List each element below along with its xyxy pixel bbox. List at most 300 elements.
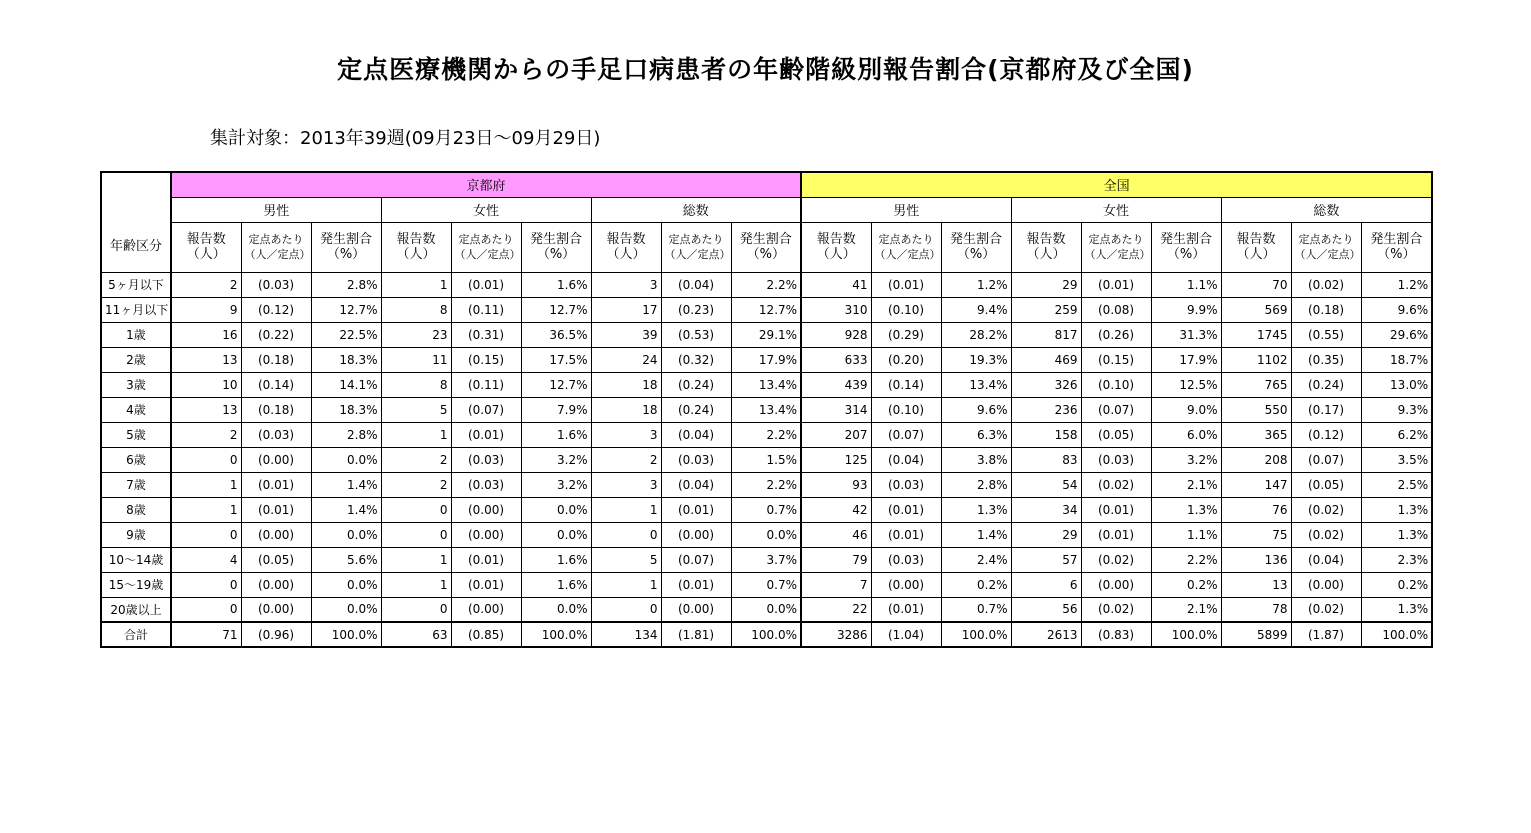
column-header-line-1: 報告数 [816, 232, 856, 247]
zenkoku-female-per-sentinel-cell: (0.00) [1081, 572, 1151, 597]
zenkoku-male-percent-cell: 1.4% [941, 522, 1011, 547]
zenkoku-total-count-cell: 70 [1221, 272, 1291, 297]
zenkoku-male-percent-cell: 100.0% [941, 622, 1011, 647]
column-header-line-1: 定点あたり [1088, 233, 1144, 246]
kyoto-male-count-cell: 2 [171, 272, 241, 297]
kyoto-male-count-cell: 13 [171, 347, 241, 372]
column-header-count [1221, 222, 1291, 272]
table-row [101, 297, 1432, 322]
zenkoku-male-percent-cell: 28.2% [941, 322, 1011, 347]
age-group-cell: 8歳 [101, 497, 171, 522]
age-group-cell: 5歳 [101, 422, 171, 447]
zenkoku-total-count-cell: 765 [1221, 372, 1291, 397]
table-row [101, 472, 1432, 497]
zenkoku-female-count-cell: 29 [1011, 272, 1081, 297]
kyoto-total-per-sentinel-cell: (0.00) [661, 522, 731, 547]
kyoto-female-percent-cell: 1.6% [521, 272, 591, 297]
zenkoku-female-percent-cell: 2.1% [1151, 472, 1221, 497]
kyoto-total-count-cell: 24 [591, 347, 661, 372]
kyoto-male-percent-cell: 0.0% [311, 597, 381, 622]
kyoto-total-percent-cell: 2.2% [731, 472, 801, 497]
zenkoku-male-per-sentinel-cell: (0.10) [871, 397, 941, 422]
zenkoku-male-per-sentinel-cell: (0.29) [871, 322, 941, 347]
column-header-line-1: 報告数 [396, 232, 436, 247]
kyoto-female-percent-cell: 1.6% [521, 547, 591, 572]
kyoto-male-per-sentinel-cell: (0.03) [241, 272, 311, 297]
age-group-cell: 7歳 [101, 472, 171, 497]
zenkoku-female-count-cell: 2613 [1011, 622, 1081, 647]
kyoto-female-per-sentinel-cell: (0.07) [451, 397, 521, 422]
kyoto-total-per-sentinel-cell: (0.23) [661, 297, 731, 322]
kyoto-female-per-sentinel-cell: (0.00) [451, 522, 521, 547]
kyoto-female-percent-cell: 0.0% [521, 597, 591, 622]
zenkoku-female-count-cell: 259 [1011, 297, 1081, 322]
zenkoku-total-per-sentinel-cell: (0.07) [1291, 447, 1361, 472]
kyoto-female-per-sentinel-cell: (0.01) [451, 422, 521, 447]
zenkoku-total-percent-cell: 100.0% [1361, 622, 1432, 647]
kyoto-total-count-cell: 0 [591, 522, 661, 547]
zenkoku-total-percent-cell: 1.2% [1361, 272, 1432, 297]
zenkoku-male-per-sentinel-cell: (0.01) [871, 597, 941, 622]
kyoto-female-count-cell: 11 [381, 347, 451, 372]
kyoto-total-count-cell: 5 [591, 547, 661, 572]
kyoto-male-percent-cell: 18.3% [311, 347, 381, 372]
kyoto-male-count-cell: 0 [171, 572, 241, 597]
zenkoku-total-count-cell: 208 [1221, 447, 1291, 472]
kyoto-female-percent-cell: 3.2% [521, 472, 591, 497]
table-row [101, 547, 1432, 572]
kyoto-female-per-sentinel-cell: (0.15) [451, 347, 521, 372]
table-row [101, 597, 1432, 622]
age-group-cell: 5ヶ月以下 [101, 272, 171, 297]
column-header-line-1: 報告数 [606, 232, 646, 247]
kyoto-total-count-cell: 3 [591, 272, 661, 297]
kyoto-female-count-cell: 1 [381, 547, 451, 572]
zenkoku-male-per-sentinel-cell: (0.01) [871, 522, 941, 547]
kyoto-female-count-cell: 8 [381, 297, 451, 322]
column-header-line-1: 発生割合 [319, 232, 372, 247]
column-header-line-1: 報告数 [186, 232, 226, 247]
age-distribution-table [100, 171, 1433, 648]
zenkoku-female-percent-cell: 17.9% [1151, 347, 1221, 372]
column-header-line-2: （人） [1026, 247, 1066, 262]
kyoto-female-header: 女性 [381, 197, 591, 222]
zenkoku-female-percent-cell: 1.1% [1151, 522, 1221, 547]
zenkoku-female-percent-cell: 31.3% [1151, 322, 1221, 347]
report-period: 集計対象：2013年39週(09月23日～09月29日) [210, 128, 601, 149]
zenkoku-total-percent-cell: 1.3% [1361, 597, 1432, 622]
column-header-line-1: 定点あたり [1298, 233, 1354, 246]
kyoto-total-percent-cell: 12.7% [731, 297, 801, 322]
kyoto-male-count-cell: 10 [171, 372, 241, 397]
kyoto-male-count-cell: 0 [171, 447, 241, 472]
zenkoku-male-per-sentinel-cell: (0.03) [871, 472, 941, 497]
zenkoku-male-count-cell: 207 [801, 422, 871, 447]
age-group-cell: 20歳以上 [101, 597, 171, 622]
zenkoku-total-per-sentinel-cell: (0.02) [1291, 497, 1361, 522]
zenkoku-female-count-cell: 326 [1011, 372, 1081, 397]
zenkoku-female-percent-cell: 100.0% [1151, 622, 1221, 647]
kyoto-male-per-sentinel-cell: (0.05) [241, 547, 311, 572]
zenkoku-male-per-sentinel-cell: (1.04) [871, 622, 941, 647]
column-header-line-2: （人／定点） [1084, 248, 1151, 261]
zenkoku-male-count-cell: 314 [801, 397, 871, 422]
table-row [101, 272, 1432, 297]
zenkoku-female-per-sentinel-cell: (0.26) [1081, 322, 1151, 347]
kyoto-male-percent-cell: 14.1% [311, 372, 381, 397]
kyoto-male-percent-cell: 100.0% [311, 622, 381, 647]
column-header-count [381, 222, 451, 272]
zenkoku-female-count-cell: 236 [1011, 397, 1081, 422]
table-row [101, 397, 1432, 422]
zenkoku-male-count-cell: 22 [801, 597, 871, 622]
zenkoku-female-per-sentinel-cell: (0.15) [1081, 347, 1151, 372]
kyoto-male-count-cell: 71 [171, 622, 241, 647]
column-header-line-2: （人／定点） [874, 248, 941, 261]
column-header-percent [731, 222, 801, 272]
zenkoku-female-percent-cell: 2.2% [1151, 547, 1221, 572]
zenkoku-total-count-cell: 550 [1221, 397, 1291, 422]
kyoto-total-per-sentinel-cell: (0.24) [661, 372, 731, 397]
kyoto-female-count-cell: 1 [381, 572, 451, 597]
kyoto-male-count-cell: 1 [171, 472, 241, 497]
zenkoku-female-per-sentinel-cell: (0.01) [1081, 272, 1151, 297]
kyoto-male-count-cell: 13 [171, 397, 241, 422]
kyoto-female-count-cell: 1 [381, 272, 451, 297]
column-header-line-2: （%） [326, 247, 366, 262]
zenkoku-female-per-sentinel-cell: (0.01) [1081, 497, 1151, 522]
column-header-line-1: 発生割合 [1160, 232, 1213, 247]
zenkoku-female-per-sentinel-cell: (0.02) [1081, 597, 1151, 622]
column-header-percent [1151, 222, 1221, 272]
kyoto-male-per-sentinel-cell: (0.18) [241, 397, 311, 422]
kyoto-total-count-cell: 3 [591, 472, 661, 497]
column-header-line-2: （%） [1166, 247, 1206, 262]
zenkoku-male-percent-cell: 3.8% [941, 447, 1011, 472]
column-header-line-2: （人） [396, 247, 436, 262]
zenkoku-male-count-cell: 7 [801, 572, 871, 597]
zenkoku-total-percent-cell: 9.6% [1361, 297, 1432, 322]
column-header-per-sentinel [1291, 222, 1361, 272]
kyoto-male-per-sentinel-cell: (0.01) [241, 497, 311, 522]
kyoto-male-percent-cell: 22.5% [311, 322, 381, 347]
zenkoku-female-count-cell: 469 [1011, 347, 1081, 372]
zenkoku-total-per-sentinel-cell: (0.17) [1291, 397, 1361, 422]
kyoto-female-per-sentinel-cell: (0.11) [451, 372, 521, 397]
kyoto-total-per-sentinel-cell: (0.04) [661, 272, 731, 297]
column-header-line-2: （人） [186, 247, 226, 262]
zenkoku-total-percent-cell: 1.3% [1361, 497, 1432, 522]
kyoto-male-percent-cell: 2.8% [311, 272, 381, 297]
column-header-per-sentinel [871, 222, 941, 272]
table-row [101, 622, 1432, 647]
age-group-cell: 15～19歳 [101, 572, 171, 597]
column-header-line-1: 発生割合 [950, 232, 1003, 247]
kyoto-total-percent-cell: 0.7% [731, 572, 801, 597]
column-header-per-sentinel [1081, 222, 1151, 272]
zenkoku-female-count-cell: 34 [1011, 497, 1081, 522]
kyoto-female-percent-cell: 7.9% [521, 397, 591, 422]
zenkoku-total-percent-cell: 3.5% [1361, 447, 1432, 472]
zenkoku-male-percent-cell: 0.2% [941, 572, 1011, 597]
column-header-line-1: 報告数 [1236, 232, 1276, 247]
column-header-percent [941, 222, 1011, 272]
kyoto-male-header: 男性 [171, 197, 381, 222]
column-header-percent [521, 222, 591, 272]
kyoto-total-per-sentinel-cell: (0.01) [661, 497, 731, 522]
zenkoku-total-count-cell: 5899 [1221, 622, 1291, 647]
zenkoku-male-percent-cell: 2.8% [941, 472, 1011, 497]
zenkoku-male-count-cell: 439 [801, 372, 871, 397]
column-header-line-2: （%） [536, 247, 576, 262]
kyoto-male-percent-cell: 0.0% [311, 447, 381, 472]
kyoto-total-per-sentinel-cell: (0.03) [661, 447, 731, 472]
zenkoku-total-count-cell: 1102 [1221, 347, 1291, 372]
kyoto-total-count-cell: 39 [591, 322, 661, 347]
kyoto-female-count-cell: 0 [381, 497, 451, 522]
kyoto-female-per-sentinel-cell: (0.01) [451, 572, 521, 597]
kyoto-female-percent-cell: 1.6% [521, 572, 591, 597]
zenkoku-female-percent-cell: 1.1% [1151, 272, 1221, 297]
kyoto-female-percent-cell: 12.7% [521, 372, 591, 397]
kyoto-total-per-sentinel-cell: (0.32) [661, 347, 731, 372]
zenkoku-total-count-cell: 75 [1221, 522, 1291, 547]
zenkoku-male-per-sentinel-cell: (0.03) [871, 547, 941, 572]
column-header-percent [311, 222, 381, 272]
kyoto-female-percent-cell: 0.0% [521, 522, 591, 547]
kyoto-total-header: 総数 [591, 197, 801, 222]
zenkoku-total-per-sentinel-cell: (1.87) [1291, 622, 1361, 647]
kyoto-female-percent-cell: 3.2% [521, 447, 591, 472]
zenkoku-female-count-cell: 158 [1011, 422, 1081, 447]
kyoto-male-percent-cell: 18.3% [311, 397, 381, 422]
kyoto-male-percent-cell: 1.4% [311, 472, 381, 497]
zenkoku-male-count-cell: 125 [801, 447, 871, 472]
column-header-line-1: 発生割合 [529, 232, 582, 247]
column-header-line-2: （人／定点） [664, 248, 731, 261]
kyoto-female-per-sentinel-cell: (0.03) [451, 447, 521, 472]
zenkoku-total-count-cell: 78 [1221, 597, 1291, 622]
zenkoku-total-per-sentinel-cell: (0.02) [1291, 522, 1361, 547]
zenkoku-total-per-sentinel-cell: (0.35) [1291, 347, 1361, 372]
kyoto-male-per-sentinel-cell: (0.18) [241, 347, 311, 372]
column-header-line-1: 発生割合 [1370, 232, 1423, 247]
kyoto-female-percent-cell: 0.0% [521, 497, 591, 522]
zenkoku-female-count-cell: 6 [1011, 572, 1081, 597]
zenkoku-female-count-cell: 54 [1011, 472, 1081, 497]
zenkoku-male-percent-cell: 19.3% [941, 347, 1011, 372]
kyoto-male-count-cell: 2 [171, 422, 241, 447]
kyoto-total-percent-cell: 29.1% [731, 322, 801, 347]
kyoto-total-percent-cell: 13.4% [731, 372, 801, 397]
zenkoku-male-percent-cell: 2.4% [941, 547, 1011, 572]
zenkoku-male-header: 男性 [801, 197, 1011, 222]
kyoto-male-per-sentinel-cell: (0.12) [241, 297, 311, 322]
kyoto-total-per-sentinel-cell: (1.81) [661, 622, 731, 647]
zenkoku-male-per-sentinel-cell: (0.04) [871, 447, 941, 472]
kyoto-female-percent-cell: 17.5% [521, 347, 591, 372]
zenkoku-male-count-cell: 79 [801, 547, 871, 572]
zenkoku-female-count-cell: 817 [1011, 322, 1081, 347]
zenkoku-total-count-cell: 136 [1221, 547, 1291, 572]
zenkoku-total-per-sentinel-cell: (0.00) [1291, 572, 1361, 597]
column-header-per-sentinel [451, 222, 521, 272]
kyoto-female-percent-cell: 12.7% [521, 297, 591, 322]
zenkoku-male-percent-cell: 6.3% [941, 422, 1011, 447]
kyoto-male-percent-cell: 0.0% [311, 522, 381, 547]
zenkoku-total-per-sentinel-cell: (0.04) [1291, 547, 1361, 572]
zenkoku-total-count-cell: 13 [1221, 572, 1291, 597]
zenkoku-male-percent-cell: 13.4% [941, 372, 1011, 397]
kyoto-female-count-cell: 2 [381, 472, 451, 497]
kyoto-total-percent-cell: 100.0% [731, 622, 801, 647]
kyoto-female-count-cell: 1 [381, 422, 451, 447]
kyoto-male-per-sentinel-cell: (0.00) [241, 447, 311, 472]
zenkoku-male-count-cell: 3286 [801, 622, 871, 647]
kyoto-total-count-cell: 3 [591, 422, 661, 447]
zenkoku-total-per-sentinel-cell: (0.12) [1291, 422, 1361, 447]
age-group-cell: 合計 [101, 622, 171, 647]
column-header-count [171, 222, 241, 272]
zenkoku-total-percent-cell: 13.0% [1361, 372, 1432, 397]
column-header-line-2: （%） [956, 247, 996, 262]
column-header-per-sentinel [661, 222, 731, 272]
zenkoku-female-count-cell: 57 [1011, 547, 1081, 572]
kyoto-total-per-sentinel-cell: (0.00) [661, 597, 731, 622]
kyoto-female-count-cell: 23 [381, 322, 451, 347]
kyoto-female-count-cell: 0 [381, 522, 451, 547]
kyoto-male-percent-cell: 2.8% [311, 422, 381, 447]
kyoto-female-per-sentinel-cell: (0.01) [451, 272, 521, 297]
kyoto-female-count-cell: 63 [381, 622, 451, 647]
kyoto-male-count-cell: 1 [171, 497, 241, 522]
kyoto-total-percent-cell: 13.4% [731, 397, 801, 422]
kyoto-total-count-cell: 134 [591, 622, 661, 647]
column-header-count [801, 222, 871, 272]
zenkoku-female-per-sentinel-cell: (0.02) [1081, 547, 1151, 572]
zenkoku-female-header: 女性 [1011, 197, 1221, 222]
kyoto-male-percent-cell: 5.6% [311, 547, 381, 572]
kyoto-total-percent-cell: 0.0% [731, 597, 801, 622]
zenkoku-female-percent-cell: 2.1% [1151, 597, 1221, 622]
region-header-kyoto: 京都府 [171, 172, 801, 197]
kyoto-male-per-sentinel-cell: (0.00) [241, 522, 311, 547]
zenkoku-female-count-cell: 56 [1011, 597, 1081, 622]
kyoto-male-per-sentinel-cell: (0.96) [241, 622, 311, 647]
zenkoku-male-count-cell: 633 [801, 347, 871, 372]
kyoto-female-count-cell: 8 [381, 372, 451, 397]
kyoto-total-per-sentinel-cell: (0.53) [661, 322, 731, 347]
kyoto-female-percent-cell: 100.0% [521, 622, 591, 647]
zenkoku-total-count-cell: 569 [1221, 297, 1291, 322]
zenkoku-female-count-cell: 29 [1011, 522, 1081, 547]
age-group-cell: 2歳 [101, 347, 171, 372]
kyoto-male-count-cell: 9 [171, 297, 241, 322]
zenkoku-total-per-sentinel-cell: (0.05) [1291, 472, 1361, 497]
kyoto-male-per-sentinel-cell: (0.03) [241, 422, 311, 447]
zenkoku-total-count-cell: 365 [1221, 422, 1291, 447]
kyoto-female-percent-cell: 1.6% [521, 422, 591, 447]
kyoto-total-count-cell: 17 [591, 297, 661, 322]
age-group-header: 年齢区分 [101, 172, 171, 272]
zenkoku-female-percent-cell: 12.5% [1151, 372, 1221, 397]
kyoto-male-percent-cell: 1.4% [311, 497, 381, 522]
kyoto-female-percent-cell: 36.5% [521, 322, 591, 347]
zenkoku-total-percent-cell: 2.5% [1361, 472, 1432, 497]
region-header-zenkoku: 全国 [801, 172, 1432, 197]
column-header-percent [1361, 222, 1432, 272]
zenkoku-male-per-sentinel-cell: (0.01) [871, 497, 941, 522]
table-row [101, 447, 1432, 472]
column-header-line-1: 定点あたり [878, 233, 934, 246]
kyoto-female-per-sentinel-cell: (0.00) [451, 597, 521, 622]
zenkoku-female-percent-cell: 0.2% [1151, 572, 1221, 597]
zenkoku-total-percent-cell: 18.7% [1361, 347, 1432, 372]
kyoto-total-percent-cell: 17.9% [731, 347, 801, 372]
zenkoku-total-percent-cell: 29.6% [1361, 322, 1432, 347]
zenkoku-female-percent-cell: 1.3% [1151, 497, 1221, 522]
zenkoku-total-per-sentinel-cell: (0.02) [1291, 272, 1361, 297]
table-row [101, 372, 1432, 397]
table-row [101, 522, 1432, 547]
column-header-line-2: （人） [606, 247, 646, 262]
zenkoku-total-percent-cell: 0.2% [1361, 572, 1432, 597]
zenkoku-female-per-sentinel-cell: (0.01) [1081, 522, 1151, 547]
zenkoku-total-count-cell: 147 [1221, 472, 1291, 497]
zenkoku-total-per-sentinel-cell: (0.02) [1291, 597, 1361, 622]
column-header-line-1: 発生割合 [739, 232, 792, 247]
kyoto-female-count-cell: 5 [381, 397, 451, 422]
zenkoku-total-per-sentinel-cell: (0.18) [1291, 297, 1361, 322]
kyoto-total-percent-cell: 0.0% [731, 522, 801, 547]
zenkoku-male-per-sentinel-cell: (0.07) [871, 422, 941, 447]
kyoto-female-per-sentinel-cell: (0.11) [451, 297, 521, 322]
zenkoku-female-per-sentinel-cell: (0.03) [1081, 447, 1151, 472]
kyoto-male-count-cell: 0 [171, 522, 241, 547]
age-group-cell: 6歳 [101, 447, 171, 472]
kyoto-total-count-cell: 0 [591, 597, 661, 622]
kyoto-total-count-cell: 1 [591, 572, 661, 597]
zenkoku-male-percent-cell: 1.2% [941, 272, 1011, 297]
kyoto-male-per-sentinel-cell: (0.00) [241, 572, 311, 597]
kyoto-female-count-cell: 2 [381, 447, 451, 472]
kyoto-total-percent-cell: 0.7% [731, 497, 801, 522]
zenkoku-male-count-cell: 93 [801, 472, 871, 497]
zenkoku-total-count-cell: 1745 [1221, 322, 1291, 347]
zenkoku-female-per-sentinel-cell: (0.10) [1081, 372, 1151, 397]
kyoto-male-count-cell: 0 [171, 597, 241, 622]
zenkoku-male-per-sentinel-cell: (0.14) [871, 372, 941, 397]
zenkoku-total-percent-cell: 9.3% [1361, 397, 1432, 422]
column-header-line-2: （人） [816, 247, 856, 262]
kyoto-total-per-sentinel-cell: (0.01) [661, 572, 731, 597]
column-header-count [591, 222, 661, 272]
column-header-line-2: （%） [746, 247, 785, 262]
zenkoku-female-per-sentinel-cell: (0.07) [1081, 397, 1151, 422]
column-header-per-sentinel [241, 222, 311, 272]
kyoto-male-per-sentinel-cell: (0.22) [241, 322, 311, 347]
zenkoku-female-percent-cell: 3.2% [1151, 447, 1221, 472]
kyoto-male-per-sentinel-cell: (0.01) [241, 472, 311, 497]
zenkoku-male-count-cell: 310 [801, 297, 871, 322]
zenkoku-female-count-cell: 83 [1011, 447, 1081, 472]
table-row [101, 422, 1432, 447]
zenkoku-male-per-sentinel-cell: (0.20) [871, 347, 941, 372]
zenkoku-male-count-cell: 41 [801, 272, 871, 297]
age-group-cell: 4歳 [101, 397, 171, 422]
kyoto-female-per-sentinel-cell: (0.03) [451, 472, 521, 497]
zenkoku-male-percent-cell: 1.3% [941, 497, 1011, 522]
